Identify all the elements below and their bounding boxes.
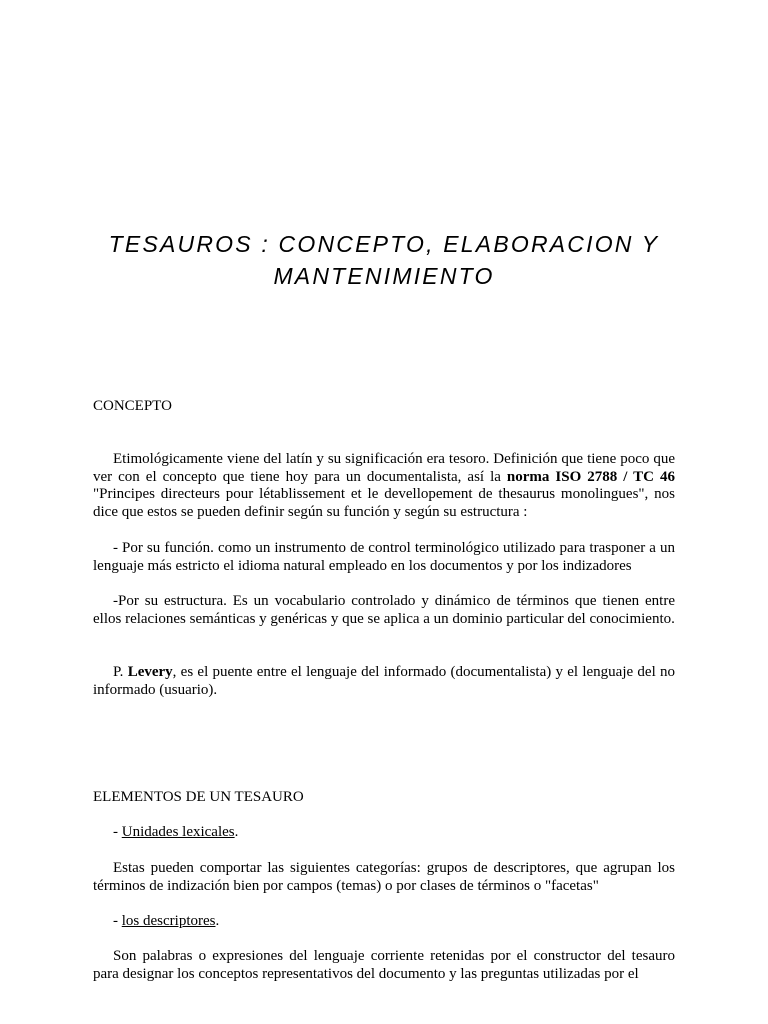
title-line-1: TESAUROS : CONCEPTO, ELABORACION Y	[108, 231, 660, 257]
iso-norm-reference: norma ISO 2788 / TC 46	[506, 468, 675, 485]
paragraph-estructura: -Por su estructura. Es un vocabulario controlado y dinámico de términos que tienen entre ellos relaciones semánticas y genéricas y que se aplica a un dominio particular del conocimiento.	[93, 593, 675, 627]
section-concepto-heading-block	[93, 398, 675, 416]
paragraph-text: "Principes directeurs pour létablissement et le devellopement de thesaurus monolingues", nos dice que estos se pueden definir según su función y según su estructura :	[93, 486, 675, 520]
paragraph-categorias: Estas pueden comportar las siguientes categorías: grupos de descriptores, que agrupan los términos de indización bien por campos (temas) o por clases de términos o "facetas"	[93, 860, 675, 894]
paragraph-text: Etimológicamente viene del latín y su significación era tesoro. Definición que tiene poco que ver con el concepto que tiene hoy para un documentalista, así la	[93, 451, 675, 485]
paragraph-descriptores: Son palabras o expresiones del lenguaje corriente retenidas por el constructor del tesauro para designar los conceptos representativos del documento y las preguntas utilizadas por el	[93, 948, 675, 982]
title-line-2: MANTENIMIENTO	[273, 263, 495, 289]
paragraph-text: P.	[113, 664, 128, 680]
section-heading-elementos: ELEMENTOS DE UN TESAURO	[93, 789, 304, 805]
document-title	[60, 228, 708, 292]
item-label: los descriptores	[121, 913, 216, 929]
paragraph-levery	[93, 664, 675, 699]
item-unidades-lexicales: - Unidades lexicales.	[113, 824, 239, 840]
section-elementos-heading-block	[93, 789, 675, 807]
paragraph-funcion: - Por su función. como un instrumento de control terminológico utilizado para trasponer a un lenguaje más estricto el idioma natural empleado en los documentos y por los indizadores	[93, 540, 675, 574]
paragraph-etimologia	[93, 451, 675, 521]
author-name: Levery	[127, 664, 173, 680]
section-heading-concepto: CONCEPTO	[93, 398, 172, 414]
item-label: Unidades lexicales	[121, 824, 235, 840]
paragraph-text: , es el puente entre el lenguaje del informado (documentalista) y el lenguaje del no informado (usuario).	[93, 664, 675, 698]
item-descriptores: - los descriptores.	[113, 913, 220, 929]
